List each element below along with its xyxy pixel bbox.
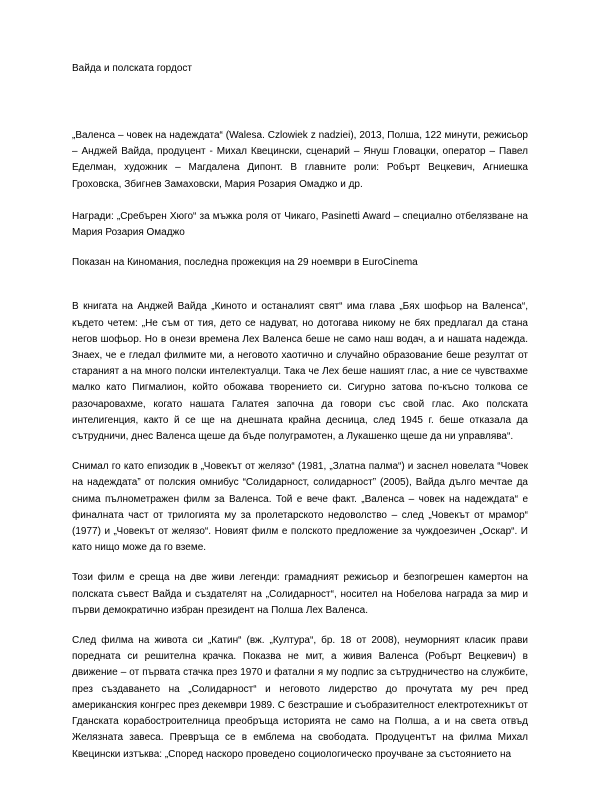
body-paragraph: Снимал го като епизодик в „Човекът от желязо“ (1981, „Златна палма“) и заснел новелата “Човек на надеждата” от полския омнибус “Солидарност, солидарност” (2005), Вайда дълго мечтае да снима пълнометражен филм за Валенса. Той е вече факт. „Валенса – човек на надеждата“ е финалната част от трилогията му за пролетарското недоволство – след „Човекът от мрамор“ (1977) и „Човекът от желязо“. Новият филм е полското предложение за чуждоезичен „Оскар“. И като нищо може да го вземе. bbox=[72, 461, 528, 554]
document-title: Вайда и полската гордост bbox=[72, 63, 192, 74]
document-page bbox=[72, 62, 528, 763]
film-info-paragraph: „Валенса – човек на надеждата“ (Walesa. Czlowiek z nadziei), 2013, Полша, 122 минути, режисьор – Анджей Вайда, продуцент - Михал Квецински, сценарий – Януш Гловацки, оператор – Павел Еделман, художник – Магдалена Дипонт. В главните роли: Робърт Вецкевич, Агниешка Гроховска, Збигнев Замаховски, Мария Розария Омаджо и др. bbox=[72, 130, 528, 190]
awards-paragraph: Награди: „Сребърен Хюго“ за мъжка роля от Чикаго, Pasinetti Award – специално отбелязване на Мария Розария Омаджо bbox=[72, 210, 528, 239]
body-paragraph: Този филм е среща на две живи легенди: грамадният режисьор и безпогрешен камертон на полската съвест Вайда и създателят на „Солидарност“, носител на Нобелова награда за мир и първи демократично избран президент на Полша Лех Валенса. bbox=[72, 572, 528, 616]
body-paragraph: След филма на живота си „Катин“ (вж. „Култура“, бр. 18 от 2008), неуморният класик прави поредната си решителна крачка. Показва не мит, а живия Валенса (Робърт Вецкевич) в движение – от първата стачка през 1970 и фатални я му подпис за сътрудничество на службите, през създаването на „Солидарност“ и неговото лидерство до прочутата му реч пред американския конгрес през декември 1989. С безстрашие и съобразителност електротехникът от Гданската корабостроителница преобръща историята не само на Полша, а и на света отвъд Желязната завеса. Превръща се в емблема на свободата. Продуцентът на филма Михал Квецински изтъква: „Според наскоро проведено социологическо проучване за състоянието на bbox=[72, 635, 528, 760]
body-paragraph: В книгата на Анджей Вайда „Киното и останалият свят“ има глава „Бях шофьор на Валенса“, където четем: „Не съм от тия, дето се надуват, но дотогава никому не бях предлагал да стана негов шофьор. Но в онези времена Лех Валенса беше не само наш водач, а и нашата надежда. Знаех, че е гледал филмите ми, а неговото хаотично и случайно образование беше резултат от стараният а на много полски интелектуалци. Така че Лех беше нашият глас, а ние се чувствахме малко като Пигмалион, който обожава творението си. Сигурно затова по-късно толкова се разочаровахме, когато нашата Галатея започна да говори със свой глас. Ако полската интелигенция, както й се ще на днешната крайна десница, след 1945 г. беше отказала да сътрудничи, днес Валенса щеше да бъде полуграмотен, а Лукашенко щеше да ни управлява“. bbox=[72, 301, 528, 443]
screening-paragraph: Показан на Киномания, последна прожекция на 29 ноември в EuroCinema bbox=[72, 257, 418, 269]
